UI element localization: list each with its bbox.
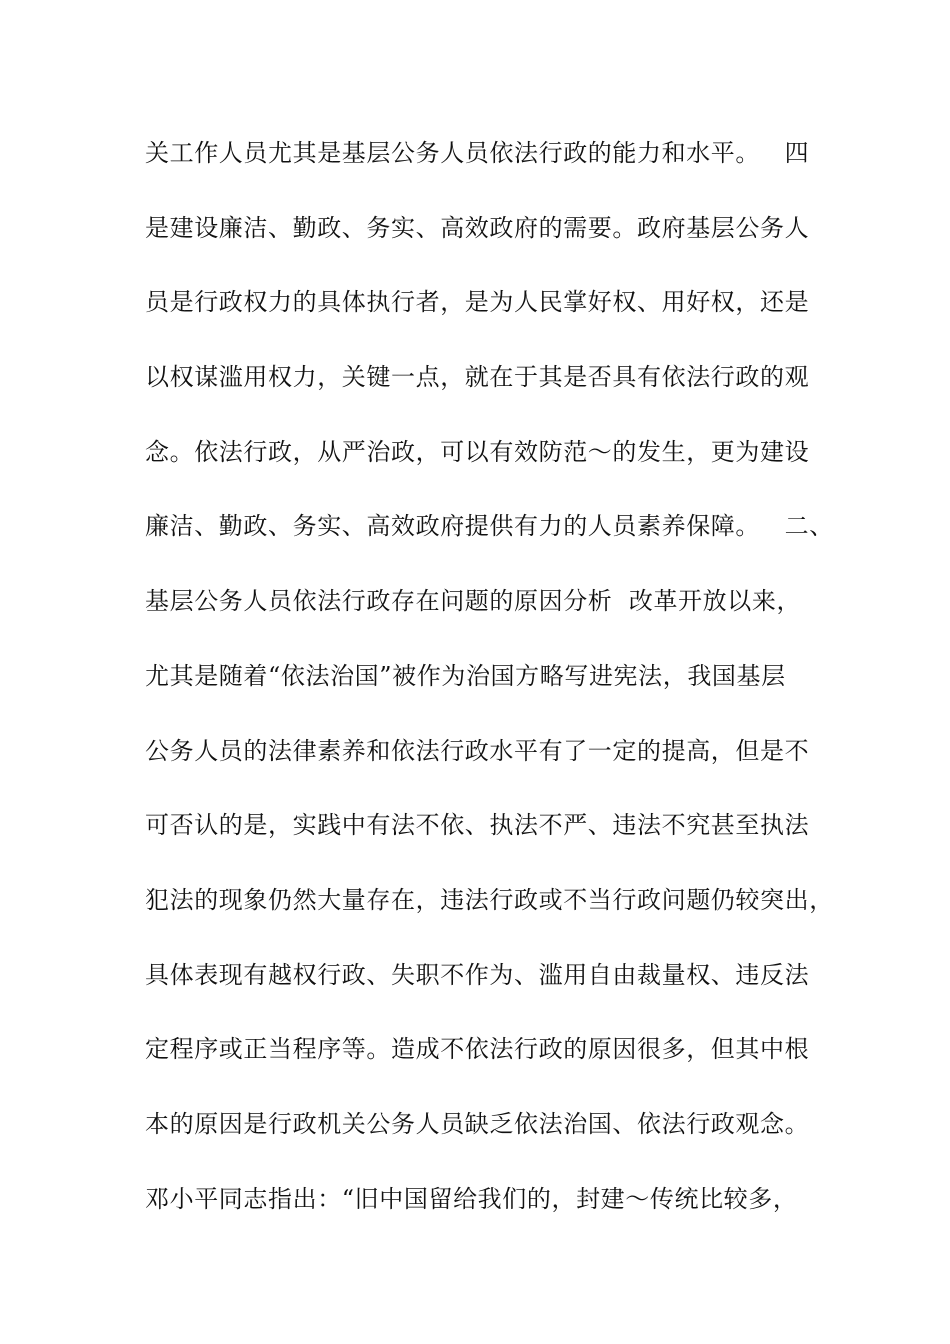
text-line: 以权谋滥用权力，关键一点，就在于其是否具有依法行政的观 bbox=[145, 363, 810, 392]
text-line: 可否认的是，实践中有法不依、执法不严、违法不究甚至执法 bbox=[145, 811, 810, 840]
text-line: 本的原因是行政机关公务人员缺乏依法治国、依法行政观念。 bbox=[145, 1109, 810, 1138]
body-text bbox=[145, 132, 845, 1252]
text-line: 基层公务人员依法行政存在问题的原因分析 改革开放以来， bbox=[145, 587, 802, 616]
text-line: 定程序或正当程序等。造成不依法行政的原因很多，但其中根 bbox=[145, 1035, 810, 1064]
text-line: 尤其是随着“依法治国”被作为治国方略写进宪法，我国基层 bbox=[145, 661, 786, 690]
text-line: 公务人员的法律素养和依法行政水平有了一定的提高，但是不 bbox=[145, 736, 810, 765]
text-line: 是建设廉洁、勤政、务实、高效政府的需要。政府基层公务人 bbox=[145, 213, 810, 242]
text-line: 念。依法行政，从严治政，可以有效防范～的发生，更为建设 bbox=[145, 437, 810, 466]
text-line: 员是行政权力的具体执行者，是为人民掌好权、用好权，还是 bbox=[145, 288, 810, 317]
text-line: 邓小平同志指出：“旧中国留给我们的，封建～传统比较多， bbox=[145, 1184, 798, 1213]
text-line: 廉洁、勤政、务实、高效政府提供有力的人员素养保障。 二、 bbox=[145, 512, 834, 541]
text-line: 关工作人员尤其是基层公务人员依法行政的能力和水平。 四 bbox=[145, 139, 810, 167]
text-line: 具体表现有越权行政、失职不作为、滥用自由裁量权、违反法 bbox=[145, 960, 810, 989]
text-line: 犯法的现象仍然大量存在，违法行政或不当行政问题仍较突出， bbox=[145, 885, 834, 914]
